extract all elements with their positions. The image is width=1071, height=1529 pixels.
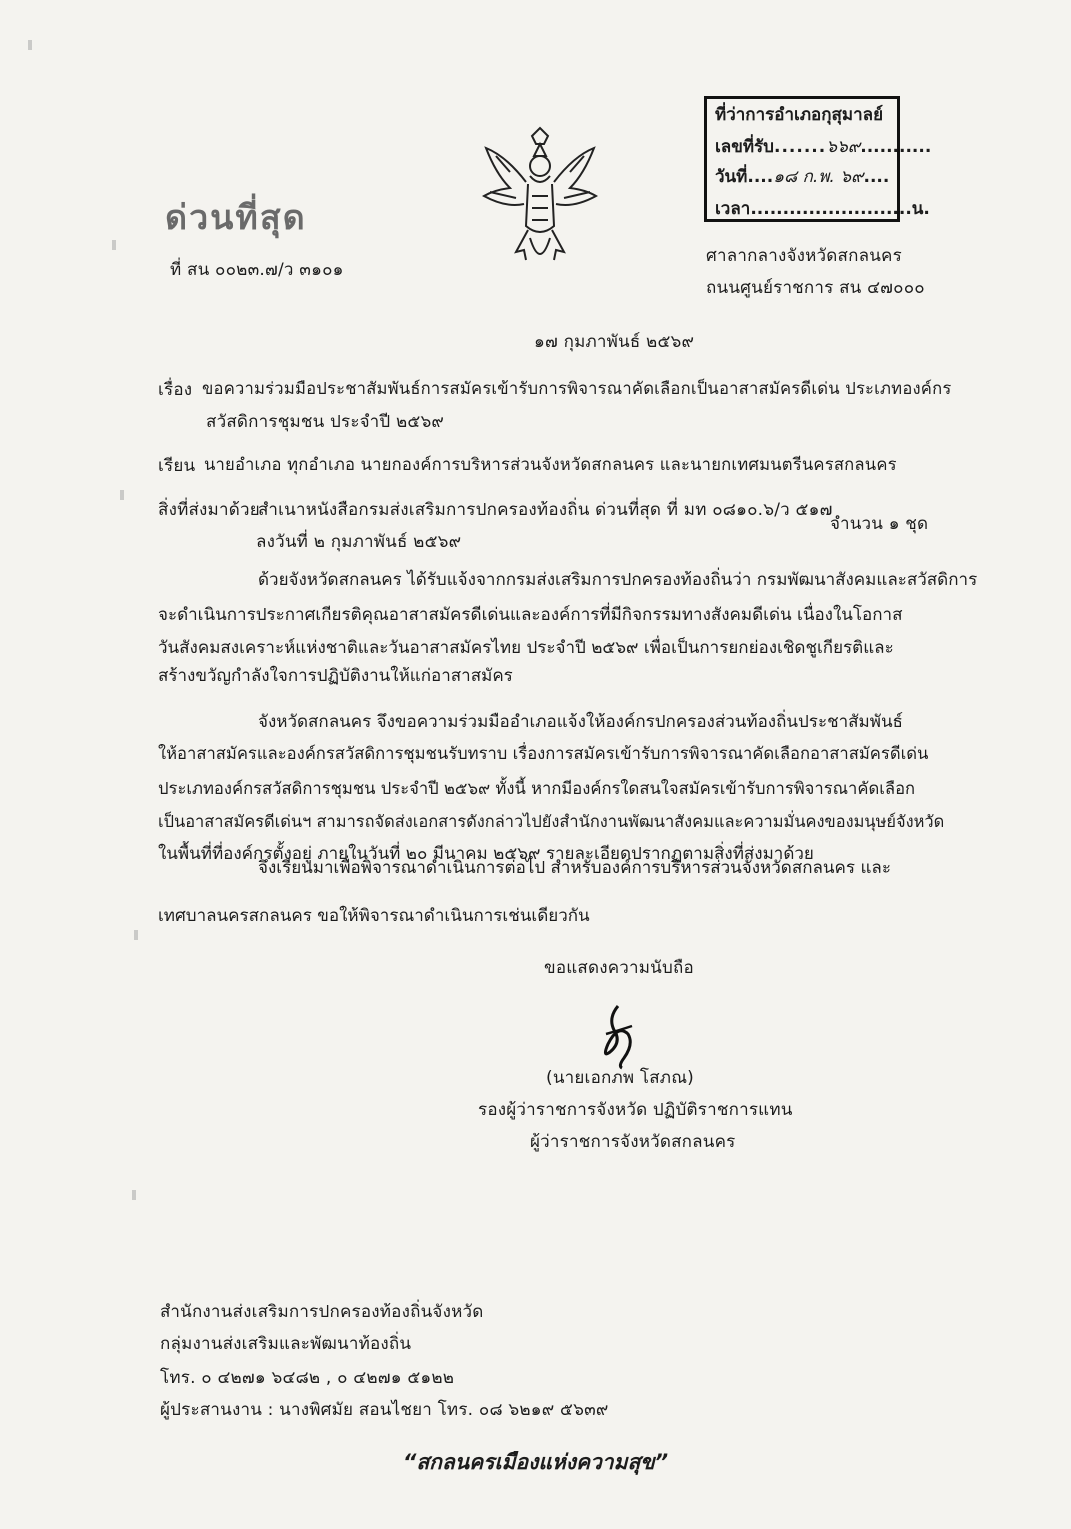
body-p1-line3: วันสังคมสงเคราะห์แห่งชาติและวันอาสาสมัครไทย ประจำปี ๒๕๖๙ เพื่อเป็นการยกย่องเชิดชูเกียรติและ bbox=[158, 638, 894, 658]
garuda-emblem-icon bbox=[476, 126, 604, 272]
body-p2-line5: ในพื้นที่ที่องค์กรตั้งอยู่ ภายในวันที่ ๒๐ มีนาคม ๒๕๖๙ รายละเอียดปรากฏตามสิ่งที่ส่งมาด้วย bbox=[158, 844, 814, 864]
body-p1-line2: จะดำเนินการประกาศเกียรติคุณอาสาสมัครดีเด่นและองค์การที่มีกิจกรรมทางสังคมดีเด่น เนื่องในโอกาส bbox=[158, 605, 903, 625]
body-p2-line3: ประเภทองค์กรสวัสดิการชุมชน ประจำปี ๒๕๖๙ ทั้งนี้ หากมีองค์กรใดสนใจสมัครเข้ารับการพิจารณาคัดเลือก bbox=[158, 779, 916, 798]
body-p2-line2: ให้อาสาสมัครและองค์กรสวัสดิการชุมชนรับทราบ เรื่องการสมัครเข้ารับการพิจารณาคัดเลือกอาสาสมัครดีเด่น bbox=[158, 744, 929, 763]
sender-address-line2: ถนนศูนย์ราชการ สน ๔๗๐๐๐ bbox=[706, 278, 925, 298]
scan-speck bbox=[132, 1190, 136, 1200]
footer-office: สำนักงานส่งเสริมการปกครองท้องถิ่นจังหวัด bbox=[160, 1302, 484, 1322]
document-date: ๑๗ กุมภาพันธ์ ๒๕๖๙ bbox=[534, 332, 695, 352]
subject-line2: สวัสดิการชุมชน ประจำปี ๒๕๖๙ bbox=[206, 412, 445, 432]
handwritten-signature-icon bbox=[588, 1000, 648, 1070]
slogan: “สกลนครเมืองแห่งความสุข” bbox=[402, 1450, 669, 1474]
signer-position2: ผู้ว่าราชการจังหวัดสกลนคร bbox=[530, 1132, 736, 1152]
document-number: ที่ สน ๐๐๒๓.๗/ว ๓๑๐๑ bbox=[170, 260, 344, 280]
urgency-label: ด่วนที่สุด bbox=[165, 198, 307, 238]
body-p1-line1: ด้วยจังหวัดสกลนคร ได้รับแจ้งจากกรมส่งเสริมการปกครองท้องถิ่นว่า กรมพัฒนาสังคมและสวัสดิการ bbox=[258, 570, 978, 590]
to-recipients: นายอำเภอ ทุกอำเภอ นายกองค์การบริหารส่วนจังหวัดสกลนคร และนายกเทศมนตรีนครสกลนคร bbox=[204, 455, 897, 474]
subject-label: เรื่อง bbox=[158, 380, 193, 400]
closing-text: ขอแสดงความนับถือ bbox=[544, 958, 694, 978]
scan-speck bbox=[134, 930, 138, 940]
body-p1-line4: สร้างขวัญกำลังใจการปฏิบัติงานให้แก่อาสาสมัคร bbox=[158, 666, 513, 686]
scan-speck bbox=[112, 240, 116, 250]
subject-line1: ขอความร่วมมือประชาสัมพันธ์การสมัครเข้ารับการพิจารณาคัดเลือกเป็นอาสาสมัครดีเด่น ประเภทองค์กร bbox=[202, 379, 952, 398]
footer-phone: โทร. ๐ ๔๒๗๑ ๖๔๘๒ , ๐ ๔๒๗๑ ๕๑๒๒ bbox=[160, 1368, 455, 1388]
stamp-office: ที่ว่าการอำเภอกุสุมาลย์ bbox=[715, 105, 884, 125]
footer-coordinator: ผู้ประสานงาน : นางพิศมัย สอนไชยา โทร. ๐๘ ๖๒๑๙ ๕๖๓๙ bbox=[160, 1400, 609, 1420]
footer-group: กลุ่มงานส่งเสริมและพัฒนาท้องถิ่น bbox=[160, 1334, 412, 1354]
body-p2-line1: จังหวัดสกลนคร จึงขอความร่วมมืออำเภอแจ้งให้องค์กรปกครองส่วนท้องถิ่นประชาสัมพันธ์ bbox=[258, 712, 903, 732]
enclosure-count: จำนวน ๑ ชุด bbox=[830, 514, 929, 534]
body-p3-line1: จึงเรียนมาเพื่อพิจารณาดำเนินการต่อไป สำหรับองค์การบริหารส่วนจังหวัดสกลนคร และ bbox=[258, 858, 891, 878]
stamp-time-label: เวลา bbox=[715, 199, 751, 219]
stamp-receive-no-value: ๖๖๙ bbox=[826, 137, 861, 157]
signer-name: (นายเอกภพ โสภณ) bbox=[546, 1068, 695, 1088]
body-p2-line4: เป็นอาสาสมัครดีเด่นฯ สามารถจัดส่งเอกสารดังกล่าวไปยังสำนักงานพัฒนาสังคมและความมั่นคงของมนุษย์จังหวัด bbox=[158, 812, 945, 831]
stamp-date-label: วันที่ bbox=[715, 167, 748, 187]
enclosure-line1: สำเนาหนังสือกรมส่งเสริมการปกครองท้องถิ่น ด่วนที่สุด ที่ มท ๐๘๑๐.๖/ว ๕๑๗ bbox=[258, 500, 833, 520]
stamp-date-value: ๑๘ ก.พ. ๖๙ bbox=[773, 167, 864, 187]
body-p3-line2: เทศบาลนครสกลนคร ขอให้พิจารณาดำเนินการเช่นเดียวกัน bbox=[158, 906, 590, 926]
enclosure-line2: ลงวันที่ ๒ กุมภาพันธ์ ๒๕๖๙ bbox=[256, 532, 462, 552]
stamp-receive-no: เลขที่รับ.......๖๖๙........... bbox=[715, 137, 932, 157]
stamp-time-suffix: น. bbox=[911, 199, 930, 219]
to-label: เรียน bbox=[158, 456, 196, 476]
stamp-time: เวลา.........................น. bbox=[715, 199, 930, 219]
sender-address-line1: ศาลากลางจังหวัดสกลนคร bbox=[706, 246, 902, 266]
enclosure-label: สิ่งที่ส่งมาด้วย bbox=[158, 500, 260, 520]
receipt-stamp bbox=[704, 96, 932, 222]
scan-speck bbox=[28, 40, 32, 50]
scan-speck bbox=[120, 490, 124, 500]
stamp-receive-no-label: เลขที่รับ bbox=[715, 137, 774, 157]
signer-position1: รองผู้ว่าราชการจังหวัด ปฏิบัติราชการแทน bbox=[478, 1100, 793, 1120]
stamp-date: วันที่....๑๘ ก.พ. ๖๙.... bbox=[715, 167, 890, 187]
